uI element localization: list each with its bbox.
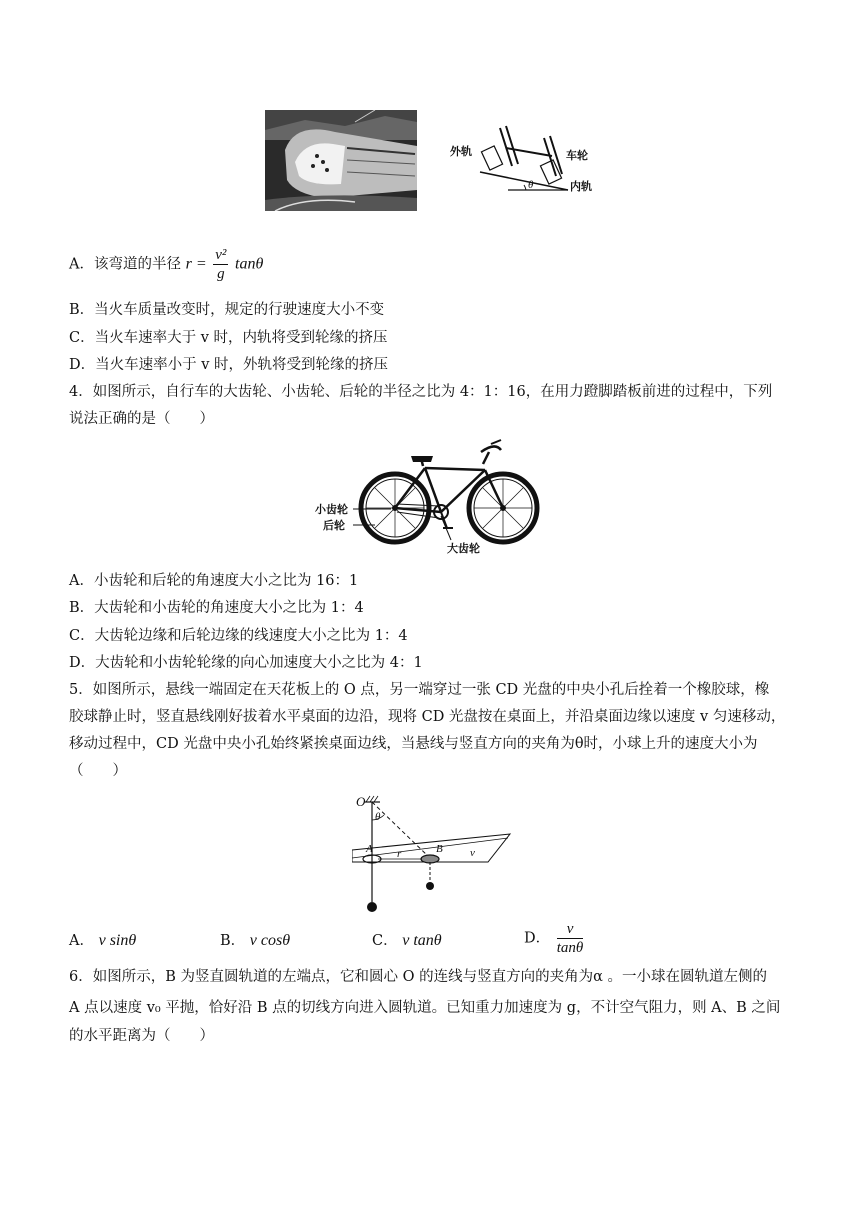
outer-rail-label: 外轨 bbox=[450, 145, 472, 158]
q4-option-c: C．大齿轮边缘和后轮边缘的线速度大小之比为 1：4 bbox=[69, 628, 408, 644]
pendulum-cd-figure bbox=[352, 790, 512, 915]
q6-stem-line2: A 点以速度 v₀ 平抛，恰好沿 B 点的切线方向进入圆轨道。已知重力加速度为 g，不计空气阻力，则 A、B 之间 bbox=[69, 1000, 781, 1016]
q5-option-c bbox=[372, 930, 442, 952]
point-a-label: A bbox=[366, 843, 373, 855]
q5-option-b bbox=[220, 930, 290, 952]
theta-angle-label: θ bbox=[375, 811, 381, 823]
q4-stem-line2: 说法正确的是（ ） bbox=[69, 411, 214, 427]
banked-track-diagram bbox=[448, 118, 600, 194]
q5-option-a-label: A． bbox=[69, 933, 94, 949]
q4-stem-line1: 4．如图所示，自行车的大齿轮、小齿轮、后轮的半径之比为 4：1：16，在用力蹬脚踏板前进的过程中，下列 bbox=[69, 384, 773, 400]
q5-option-c-expr: v tanθ bbox=[402, 932, 442, 949]
q5-option-d-denominator: tanθ bbox=[556, 940, 584, 956]
q5-option-c-label: C． bbox=[372, 933, 398, 949]
wheel-label: 车轮 bbox=[566, 149, 588, 162]
q3-option-a-lhs: r = bbox=[185, 255, 207, 273]
q3-option-a-text: A．该弯道的半径 bbox=[69, 256, 181, 273]
rear-wheel-label: 后轮 bbox=[323, 519, 345, 532]
point-b-label: B bbox=[436, 843, 443, 855]
train-photo bbox=[265, 110, 417, 211]
q5-option-d-fraction bbox=[557, 920, 584, 957]
velocity-v-label: v bbox=[470, 847, 475, 859]
q3-option-a bbox=[69, 246, 263, 280]
q3-option-a-tail: tanθ bbox=[235, 255, 264, 273]
q5-option-d-label: D． bbox=[524, 930, 551, 947]
q5-option-b-expr: v cosθ bbox=[249, 932, 291, 949]
q5-stem-line1: 5．如图所示，悬线一端固定在天花板上的 O 点，另一端穿过一张 CD 光盘的中央小孔后拴着一个橡胶球，橡 bbox=[69, 682, 770, 698]
q5-stem-line4: （ ） bbox=[69, 763, 127, 779]
q5-stem-line2: 胶球静止时，竖直悬线刚好拔着水平桌面的边沿，现将 CD 光盘按在桌面上，并沿桌面边缘以速度 v 匀速移动， bbox=[69, 709, 786, 725]
point-o-label: O bbox=[356, 794, 366, 809]
q5-option-d-numerator: v bbox=[557, 920, 584, 939]
inner-rail-label: 内轨 bbox=[570, 180, 592, 193]
radius-r-label: r bbox=[397, 848, 402, 860]
q3-option-a-fraction bbox=[213, 246, 228, 283]
theta-label: θ bbox=[528, 179, 534, 191]
q6-stem-line1: 6．如图所示，B 为竖直圆轨道的左端点，它和圆心 O 的连线与竖直方向的夹角为α 。一小球在圆轨道左侧的 bbox=[69, 969, 767, 985]
q5-option-b-label: B． bbox=[220, 933, 246, 949]
q3-option-a-denominator: g bbox=[217, 266, 225, 282]
q3-option-a-numerator: v² bbox=[215, 247, 227, 263]
q4-option-b: B．大齿轮和小齿轮的角速度大小之比为 1：4 bbox=[69, 600, 364, 616]
q5-option-a-expr: v sinθ bbox=[98, 932, 137, 949]
q5-option-a bbox=[69, 930, 136, 952]
q6-stem-line3: 的水平距离为（ ） bbox=[69, 1028, 214, 1044]
big-gear-label: 大齿轮 bbox=[447, 542, 480, 555]
small-gear-label: 小齿轮 bbox=[315, 503, 348, 516]
q5-stem-line3: 移动过程中，CD 光盘中央小孔始终紧挨桌面边线，当悬线与竖直方向的夹角为θ时，小球上升的速度大小为 bbox=[69, 736, 758, 752]
q3-option-b: B．当火车质量改变时，规定的行驶速度大小不变 bbox=[69, 302, 385, 318]
q4-option-d: D．大齿轮和小齿轮轮缘的向心加速度大小之比为 4：1 bbox=[69, 655, 423, 671]
q3-option-d: D．当火车速率小于 v 时，外轨将受到轮缘的挤压 bbox=[69, 357, 389, 373]
q5-option-d bbox=[524, 920, 585, 957]
q4-option-a: A．小齿轮和后轮的角速度大小之比为 16：1 bbox=[69, 573, 359, 589]
bicycle-figure bbox=[315, 436, 545, 556]
q3-option-c: C．当火车速率大于 v 时，内轨将受到轮缘的挤压 bbox=[69, 330, 388, 346]
